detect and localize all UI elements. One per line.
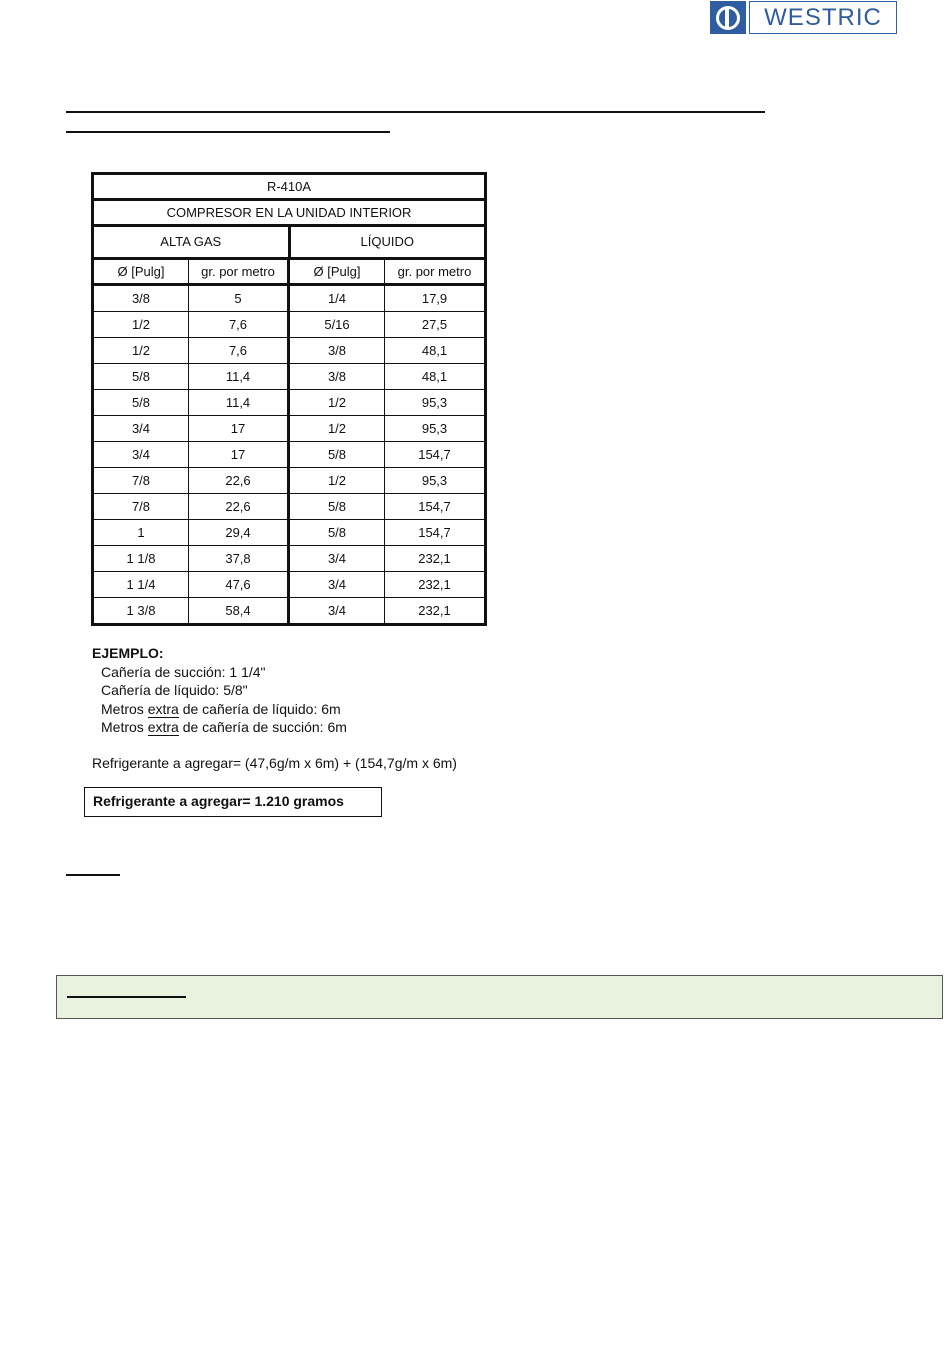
col-liquid-diameter: Ø [Pulg] <box>290 260 385 283</box>
table-cell: 232,1 <box>418 577 451 592</box>
table-cell: 1/2 <box>94 338 189 363</box>
table-cell: 7,6 <box>189 338 290 363</box>
table-cell: 3/4 <box>290 598 385 623</box>
table-row <box>94 598 484 623</box>
table-cell: 3/8 <box>290 338 385 363</box>
table-cell: 154,7 <box>418 525 451 540</box>
col-liquid-grams: gr. por metro <box>397 264 472 279</box>
table-row <box>94 494 484 520</box>
example-line-suction: Cañería de succión: 1 1/4" <box>101 663 266 680</box>
table-cell: 29,4 <box>189 520 290 545</box>
table-cell: 1 1/8 <box>94 546 189 571</box>
table-cell: 232,1 <box>418 603 451 618</box>
table-cell: 17 <box>189 442 290 467</box>
table-refrigerant-title: R-410A <box>94 175 484 201</box>
table-row <box>94 338 484 364</box>
highlight-band <box>56 975 943 1019</box>
table-cell: 3/8 <box>94 286 189 311</box>
example-line-extra-suction: Metros extra de cañería de succión: 6m <box>101 719 347 735</box>
table-cell: 11,4 <box>189 390 290 415</box>
table-row <box>94 520 484 546</box>
group-liquid-header: LÍQUIDO <box>360 234 414 249</box>
table-cell: 5/8 <box>290 494 385 519</box>
table-cell: 5/8 <box>94 364 189 389</box>
example-block <box>92 644 347 737</box>
table-row <box>94 572 484 598</box>
refrigerant-table <box>91 172 487 626</box>
table-cell: 47,6 <box>189 572 290 597</box>
table-cell: 3/4 <box>290 572 385 597</box>
table-cell: 22,6 <box>189 494 290 519</box>
example-line-extra-liquid: Metros extra de cañería de líquido: 6m <box>101 700 341 717</box>
table-row <box>94 468 484 494</box>
col-gas-diameter: Ø [Pulg] <box>94 260 189 283</box>
table-cell: 154,7 <box>418 447 451 462</box>
table-cell: 1 1/4 <box>94 572 189 597</box>
table-cell: 58,4 <box>189 598 290 623</box>
table-row <box>94 286 484 312</box>
example-title: EJEMPLO: <box>92 645 164 661</box>
table-cell: 1/2 <box>290 416 385 441</box>
table-cell: 95,3 <box>421 473 448 488</box>
table-cell: 11,4 <box>189 364 290 389</box>
table-cell: 7/8 <box>94 494 189 519</box>
table-cell: 7/8 <box>94 468 189 493</box>
table-row <box>94 312 484 338</box>
table-cell: 1/2 <box>94 312 189 337</box>
table-cell: 3/4 <box>94 416 189 441</box>
westric-logo <box>710 1 897 34</box>
table-cell: 3/8 <box>290 364 385 389</box>
table-cell: 232,1 <box>418 551 451 566</box>
table-cell: 5 <box>189 286 290 311</box>
table-cell: 37,8 <box>189 546 290 571</box>
table-row <box>94 546 484 572</box>
table-cell: 1 3/8 <box>94 598 189 623</box>
table-column-header <box>94 260 484 286</box>
table-cell: 7,6 <box>189 312 290 337</box>
table-cell: 3/4 <box>94 442 189 467</box>
table-cell: 22,6 <box>189 468 290 493</box>
table-cell: 5/16 <box>290 312 385 337</box>
table-subtitle: COMPRESOR EN LA UNIDAD INTERIOR <box>94 201 484 227</box>
col-gas-grams: gr. por metro <box>189 260 290 283</box>
table-group-header <box>94 227 484 260</box>
title-underline-2 <box>66 131 390 133</box>
example-result-box: Refrigerante a agregar= 1.210 gramos <box>84 787 382 817</box>
note-underline <box>66 874 120 876</box>
example-formula: Refrigerante a agregar= (47,6g/m x 6m) + (154,7g/m x 6m) <box>92 755 457 771</box>
table-cell: 48,1 <box>421 343 448 358</box>
table-row <box>94 390 484 416</box>
table-body <box>94 286 484 623</box>
table-row <box>94 416 484 442</box>
group-gas-header: ALTA GAS <box>94 227 291 257</box>
table-row <box>94 364 484 390</box>
table-cell: 5/8 <box>290 442 385 467</box>
table-cell: 17 <box>189 416 290 441</box>
table-cell: 27,5 <box>421 317 448 332</box>
table-cell: 17,9 <box>421 291 448 306</box>
table-row <box>94 442 484 468</box>
table-cell: 48,1 <box>421 369 448 384</box>
table-cell: 95,3 <box>421 421 448 436</box>
table-cell: 3/4 <box>290 546 385 571</box>
band-heading-underline <box>67 996 186 998</box>
table-cell: 154,7 <box>418 499 451 514</box>
table-cell: 1 <box>94 520 189 545</box>
table-cell: 5/8 <box>290 520 385 545</box>
logo-mark-icon <box>710 1 746 34</box>
table-cell: 1/2 <box>290 390 385 415</box>
title-underline-1 <box>66 111 765 113</box>
example-line-liquid: Cañería de líquido: 5/8" <box>101 682 248 698</box>
logo-wordmark: WESTRIC <box>749 1 897 34</box>
table-cell: 95,3 <box>421 395 448 410</box>
table-cell: 1/4 <box>290 286 385 311</box>
table-cell: 1/2 <box>290 468 385 493</box>
table-cell: 5/8 <box>94 390 189 415</box>
